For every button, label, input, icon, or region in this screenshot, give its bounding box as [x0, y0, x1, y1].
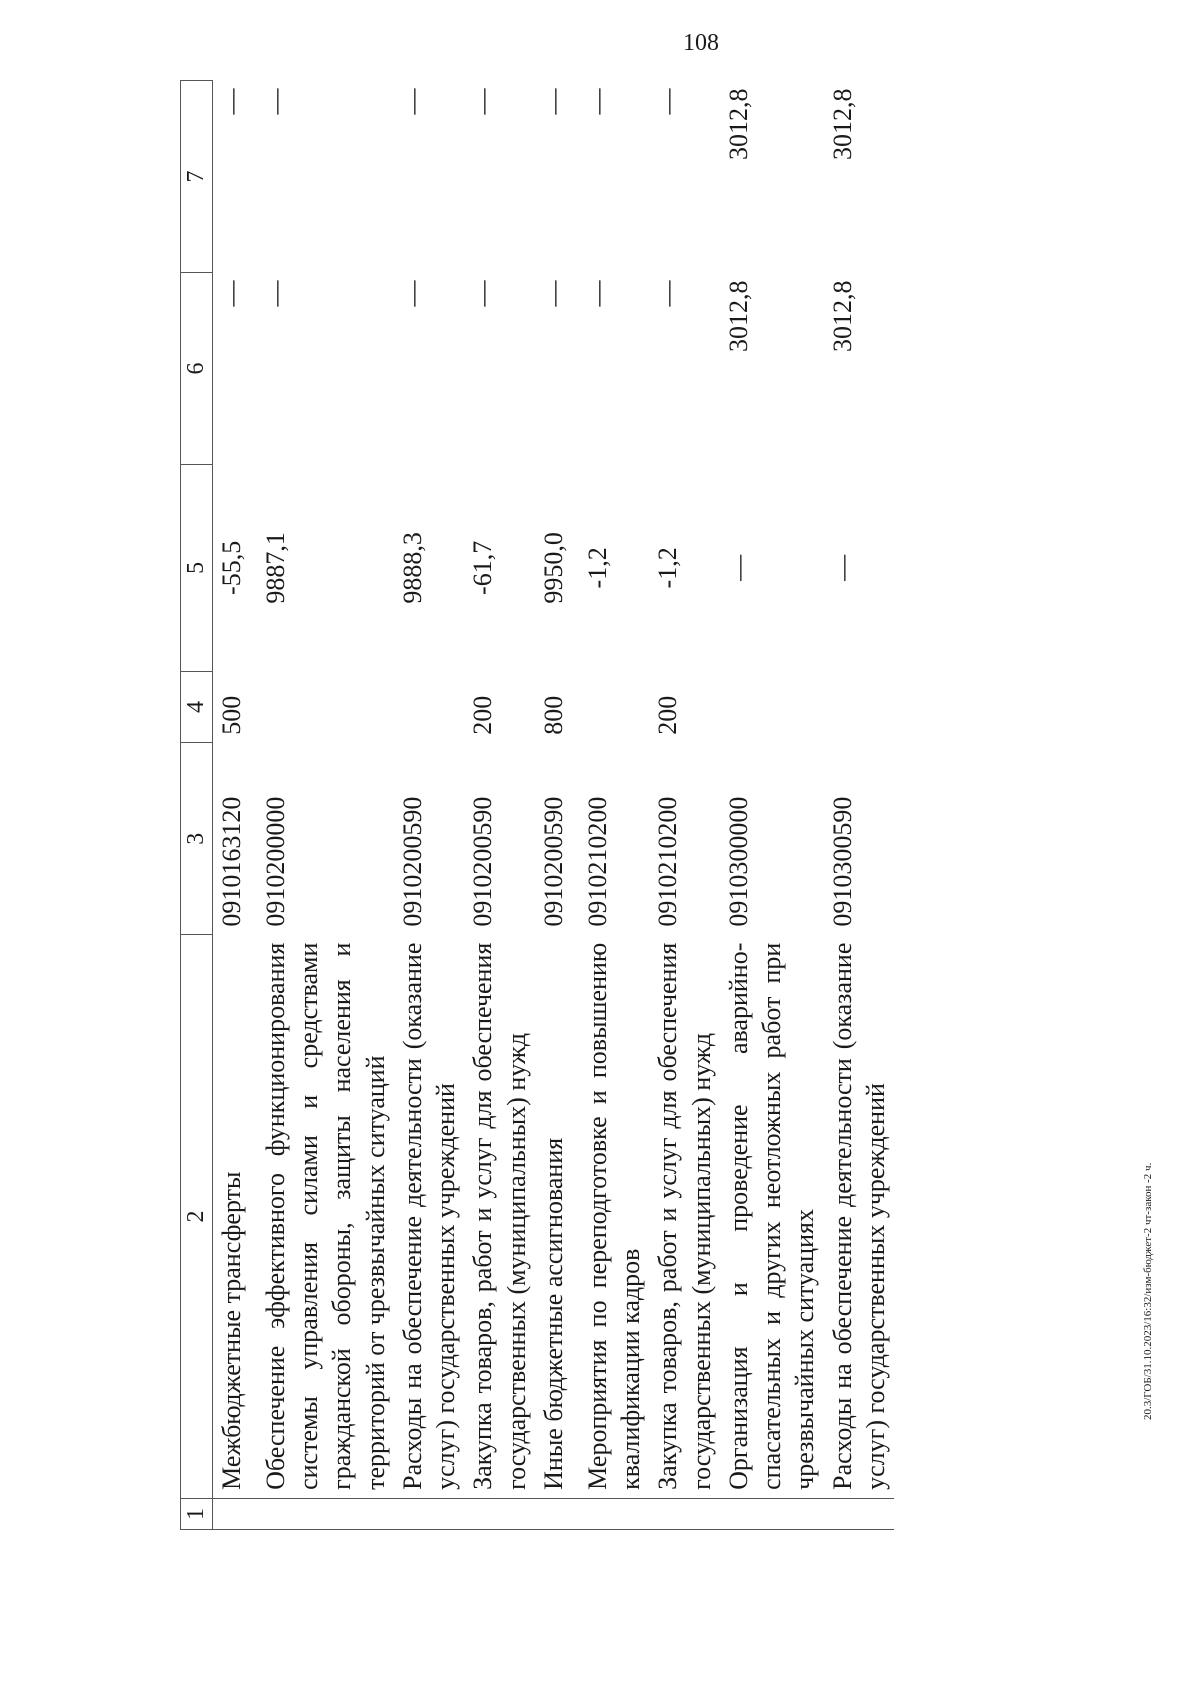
- row-col-7: 3012,8: [723, 88, 753, 160]
- row-col-6: —: [538, 280, 568, 307]
- header-col-2: 2: [181, 935, 213, 1499]
- row-kind: 200: [653, 695, 683, 735]
- row-name: Обеспечение эффективного функционирования системы управления силами и средствами гражданской обороны, защиты населения и территорий от чрезвычайных ситуаций: [260, 942, 390, 1490]
- row-col-6: —: [216, 280, 246, 307]
- row-kind: 200: [468, 695, 498, 735]
- row-col-6: —: [653, 280, 683, 307]
- row-col-1: [579, 1498, 650, 1529]
- budget-table: [180, 80, 894, 1530]
- row-col-5: —: [723, 554, 753, 581]
- row-code: 0910200590: [397, 796, 427, 927]
- row-name: Закупка товаров, работ и услуг для обеспечения государственных (муниципальных) нужд: [653, 942, 716, 1490]
- row-col-7: —: [260, 88, 290, 115]
- row-col-1: [824, 1498, 895, 1529]
- row-name: Расходы на обеспечение деятельности (оказание услуг) государственных учреждений: [827, 942, 890, 1490]
- row-col-5: —: [827, 554, 857, 581]
- row-col-5: -1,2: [653, 547, 683, 589]
- table-row: [257, 81, 394, 1530]
- table-body: [212, 81, 894, 1530]
- row-col-5: -55,5: [216, 540, 246, 595]
- row-code: 0910210200: [582, 796, 612, 927]
- table-row: [824, 81, 895, 1530]
- row-name: Мероприятия по переподготовке и повышению квалификации кадров: [582, 942, 646, 1490]
- row-code: 0910300000: [723, 796, 753, 927]
- row-name: Расходы на обеспечение деятельности (оказание услуг) государственных учреждений: [397, 942, 461, 1490]
- row-col-1: [394, 1498, 465, 1529]
- header-col-5: 5: [181, 464, 213, 671]
- row-name: Закупка товаров, работ и услуг для обеспечения государственных (муниципальных) нужд: [468, 942, 531, 1490]
- row-col-5: -1,2: [582, 547, 612, 589]
- table-row: [720, 81, 824, 1530]
- row-col-7: —: [653, 88, 683, 115]
- row-name: Межбюджетные трансферты: [216, 1171, 246, 1490]
- row-col-5: 9888,3: [397, 532, 427, 604]
- row-kind: [824, 671, 895, 742]
- header-col-1: 1: [181, 1498, 213, 1529]
- row-col-7: —: [397, 88, 427, 115]
- row-col-6: 3012,8: [723, 280, 753, 352]
- row-kind: [257, 671, 394, 742]
- row-name: Организация и проведение аварийно-спасательных и других неотложных работ при чрезвычайных ситуациях: [723, 942, 820, 1490]
- row-kind: 800: [538, 695, 568, 735]
- header-col-6: 6: [181, 272, 213, 464]
- row-code: 0910210200: [653, 796, 683, 927]
- row-col-6: —: [397, 280, 427, 307]
- row-col-1: [464, 1498, 535, 1529]
- row-col-7: —: [538, 88, 568, 115]
- header-col-3: 3: [181, 743, 213, 935]
- table-row: [535, 81, 579, 1530]
- row-col-6: 3012,8: [827, 280, 857, 352]
- row-col-7: —: [468, 88, 498, 115]
- budget-table-rotated: [180, 80, 1070, 1530]
- table-row: [212, 81, 257, 1530]
- row-name: Иные бюджетные ассигнования: [538, 1137, 568, 1490]
- row-col-5: 9950,0: [538, 532, 568, 604]
- row-col-1: [257, 1498, 394, 1529]
- table-row: [394, 81, 465, 1530]
- table-row: [649, 81, 720, 1530]
- row-col-7: 3012,8: [827, 88, 857, 160]
- page-number: 108: [683, 30, 719, 56]
- row-col-5: 9887,1: [260, 532, 290, 604]
- row-kind: [579, 671, 650, 742]
- table-row: [464, 81, 535, 1530]
- header-col-7: 7: [181, 81, 213, 273]
- row-code: 0910163120: [216, 796, 246, 927]
- row-col-5: -61,7: [468, 540, 498, 595]
- row-col-6: —: [468, 280, 498, 307]
- row-kind: [720, 671, 824, 742]
- footer-note: 20.3/ГОБ/31.10.2023/16:32/изм-бюджет-2 чт-закон -2 ч.: [1142, 1162, 1154, 1420]
- row-col-1: [649, 1498, 720, 1529]
- row-code: 0910200590: [538, 796, 568, 927]
- row-kind: 500: [216, 695, 246, 735]
- row-code: 0910300590: [827, 796, 857, 927]
- row-col-1: [720, 1498, 824, 1529]
- row-col-7: —: [582, 88, 612, 115]
- row-code: 0910200590: [468, 796, 498, 927]
- row-kind: [394, 671, 465, 742]
- row-col-6: —: [260, 280, 290, 307]
- row-col-1: [535, 1498, 579, 1529]
- header-col-4: 4: [181, 671, 213, 742]
- row-col-7: —: [216, 88, 246, 115]
- row-col-6: —: [582, 280, 612, 307]
- row-code: 0910200000: [260, 796, 290, 927]
- row-col-1: [212, 1498, 257, 1529]
- table-header-row: [181, 81, 213, 1530]
- table-row: [579, 81, 650, 1530]
